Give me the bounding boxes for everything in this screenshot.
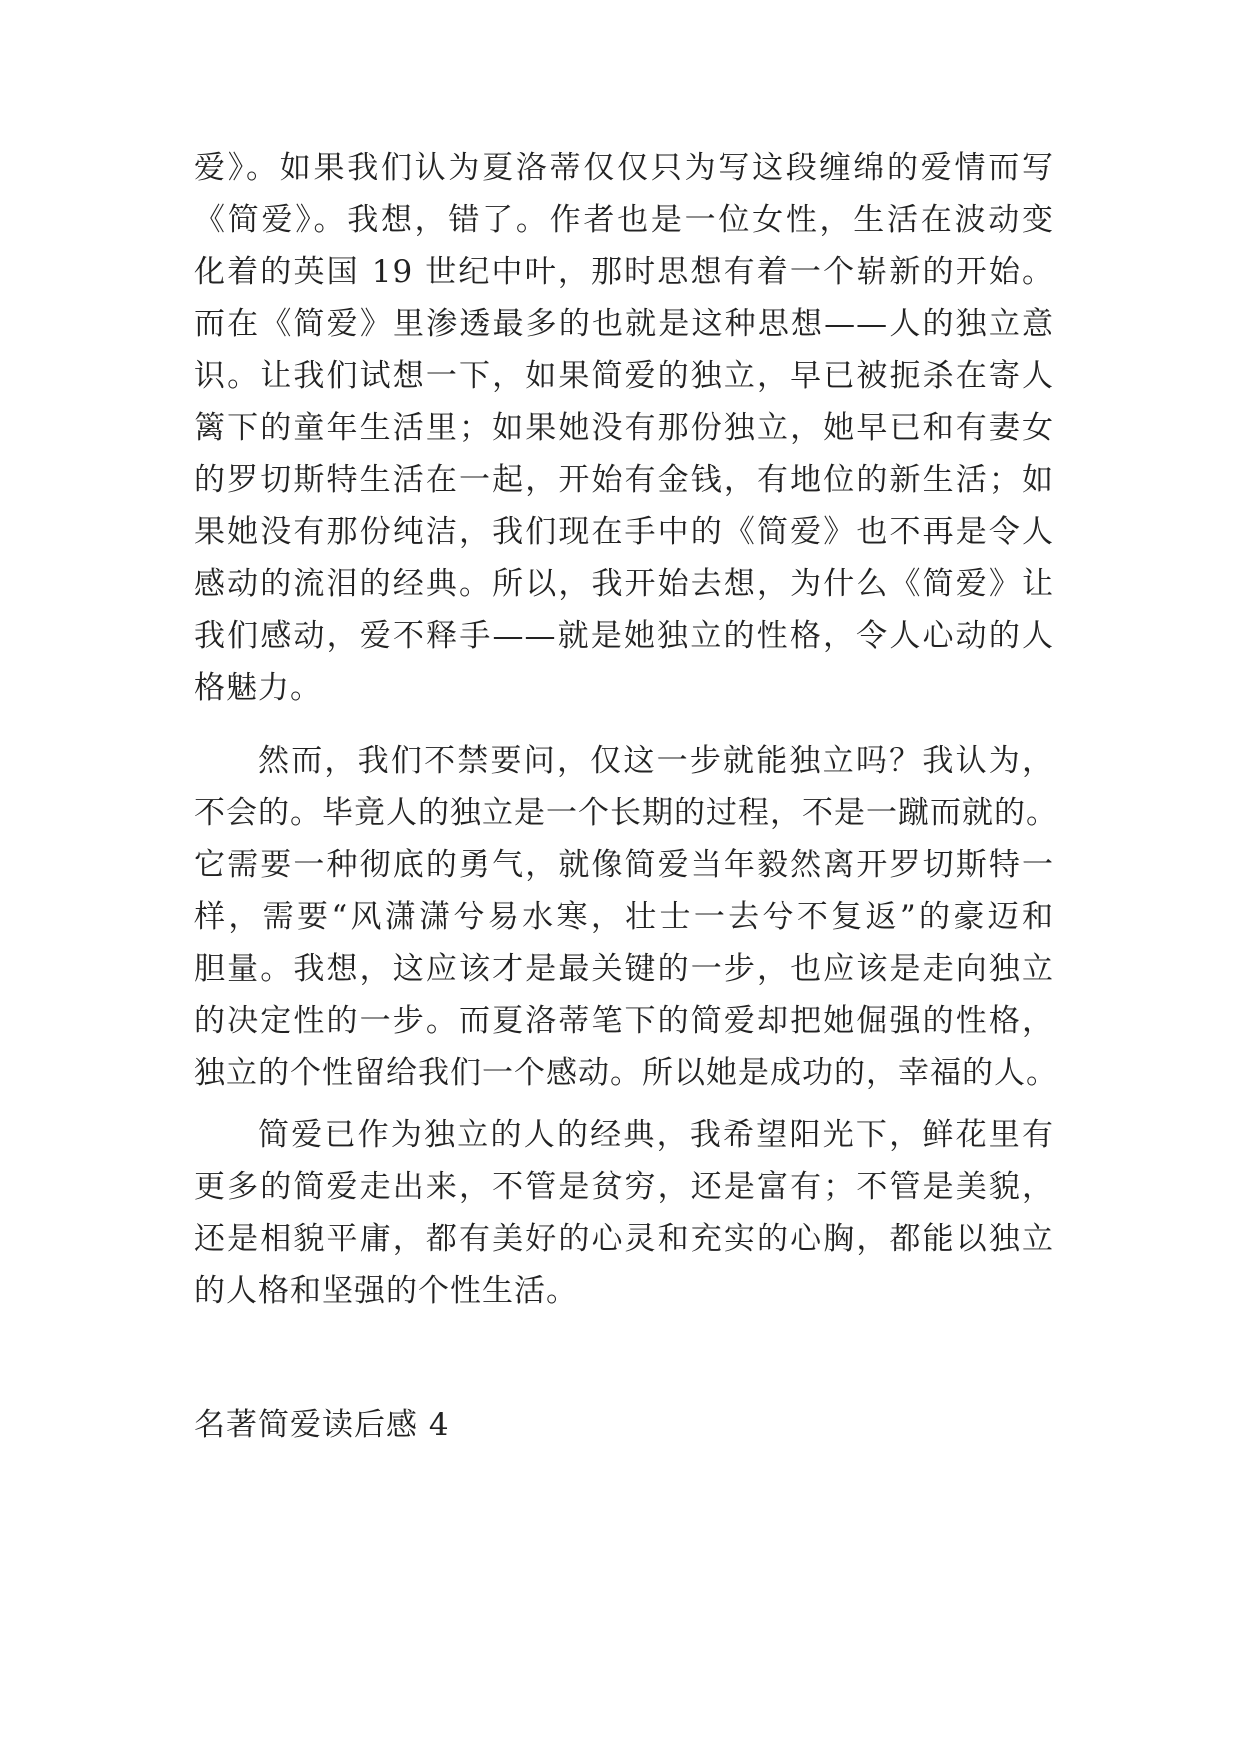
text-line: 感动的流泪的经典。所以，我开始去想，为什么《简爱》让 [194, 566, 1054, 602]
text-line: 还是相貌平庸，都有美好的心灵和充实的心胸，都能以独立 [194, 1221, 1054, 1257]
text-line: 不会的。毕竟人的独立是一个长期的过程，不是一蹴而就的。 [194, 795, 1058, 831]
text-line: 的罗切斯特生活在一起，开始有金钱，有地位的新生活；如 [194, 462, 1054, 498]
text-line: 样，需要“风潇潇兮易水寒，壮士一去兮不复返”的豪迈和 [194, 899, 1054, 935]
text-line: 《简爱》。我想，错了。作者也是一位女性，生活在波动变 [194, 202, 1054, 238]
text-line: 格魅力。 [194, 670, 322, 706]
text-line-indented: 然而，我们不禁要问，仅这一步就能独立吗？我认为， [258, 743, 1054, 779]
text-line: 化着的英国 19 世纪中叶，那时思想有着一个崭新的开始。 [194, 254, 1054, 290]
text-line: 篱下的童年生活里；如果她没有那份独立，她早已和有妻女 [194, 410, 1054, 446]
text-line: 果她没有那份纯洁，我们现在手中的《简爱》也不再是令人 [194, 514, 1054, 550]
text-line: 胆量。我想，这应该才是最关键的一步，也应该是走向独立 [194, 951, 1054, 987]
text-line: 它需要一种彻底的勇气，就像简爱当年毅然离开罗切斯特一 [194, 847, 1054, 883]
section-heading: 名著简爱读后感 4 [194, 1407, 450, 1443]
text-line-indented: 简爱已作为独立的人的经典，我希望阳光下，鲜花里有 [258, 1117, 1054, 1153]
text-line: 识。让我们试想一下，如果简爱的独立，早已被扼杀在寄人 [194, 358, 1054, 394]
text-line: 我们感动，爱不释手——就是她独立的性格，令人心动的人 [194, 618, 1054, 654]
text-line: 而在《简爱》里渗透最多的也就是这种思想——人的独立意 [194, 306, 1054, 342]
text-line: 的决定性的一步。而夏洛蒂笔下的简爱却把她倔强的性格， [194, 1003, 1054, 1039]
text-line: 爱》。如果我们认为夏洛蒂仅仅只为写这段缠绵的爱情而写 [194, 150, 1054, 186]
text-line: 独立的个性留给我们一个感动。所以她是成功的，幸福的人。 [194, 1055, 1058, 1091]
text-line: 的人格和坚强的个性生活。 [194, 1273, 578, 1309]
text-line: 更多的简爱走出来，不管是贫穷，还是富有；不管是美貌， [194, 1169, 1054, 1205]
